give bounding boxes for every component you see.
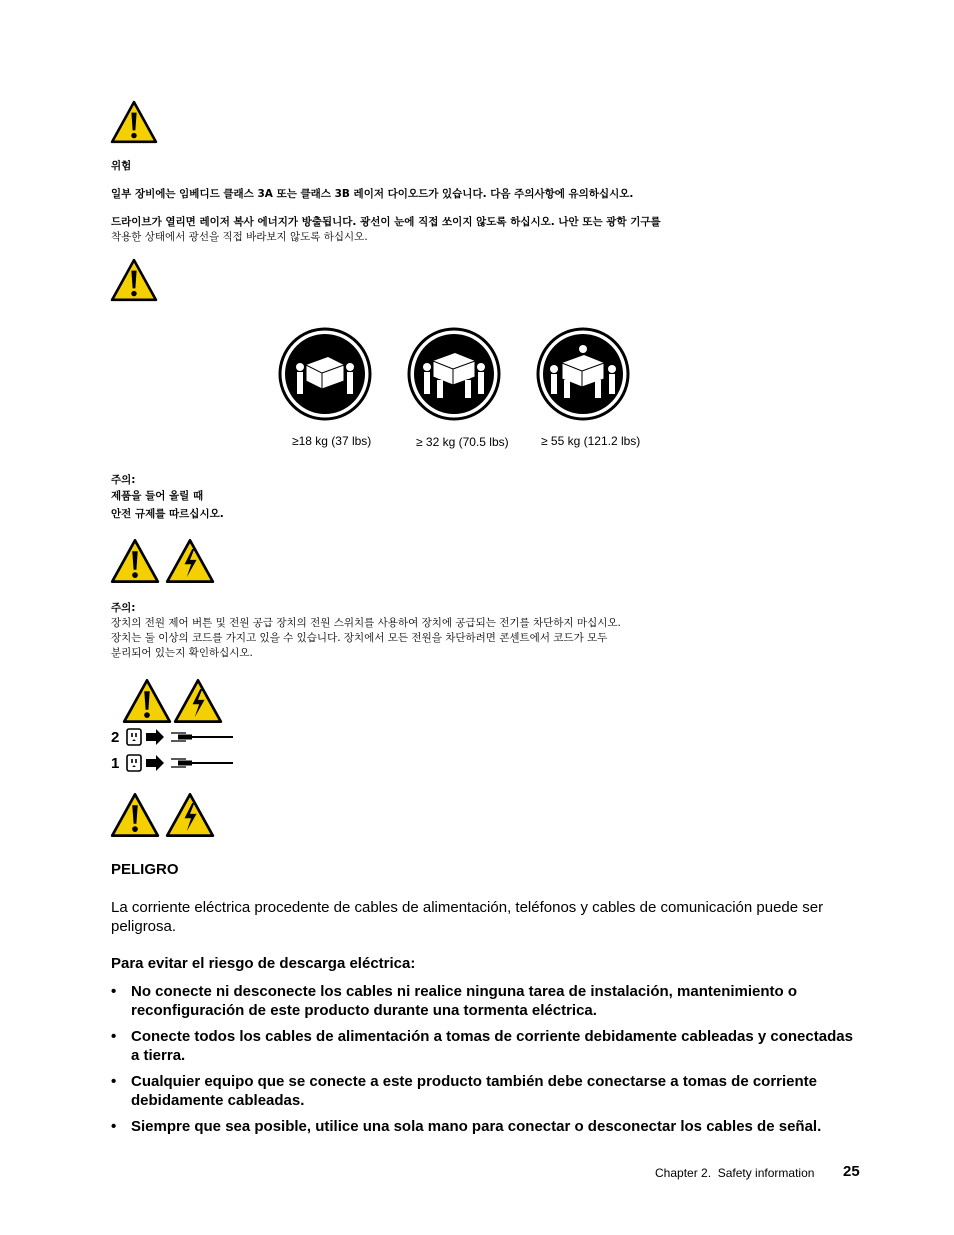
- caution-triangle-icon: [110, 538, 160, 584]
- electrical-hazard-icon: [173, 678, 223, 724]
- three-person-lift-icon: [536, 327, 630, 421]
- lift-caution-line: 안전 규제를 따르십시오.: [111, 508, 224, 520]
- laser-warning-line: 드라이브가 열리면 레이저 복사 에너지가 방출됩니다. 광선이 눈에 직접 쏘이지 않도록 하십시오. 나안 또는 광학 기구를: [111, 216, 661, 228]
- power-cord-icon: [126, 728, 236, 747]
- power-caution-line: 분리되어 있는지 확인하십시오.: [111, 647, 253, 659]
- peligro-intro: La corriente eléctrica procedente de cables de alimentación, teléfonos y cables de comunicación puede ser peligrosa.: [111, 899, 824, 935]
- peligro-bullet-list: [111, 982, 856, 1143]
- lift-caution-line: 제품을 들어 올릴 때: [111, 490, 204, 502]
- power-caution-heading: 주의:: [111, 602, 136, 614]
- weight-label: ≥ 32 kg (70.5 lbs): [416, 435, 509, 449]
- list-item: • No conecte ni desconecte los cables ni realice ninguna tarea de instalación, mantenimiento o reconfiguración de este producto durante una tormenta eléctrica.: [111, 982, 856, 1020]
- cord-label: 2: [111, 729, 120, 746]
- caution-triangle-icon: [110, 100, 158, 144]
- caution-triangle-icon: [122, 678, 172, 724]
- electrical-hazard-icon: [165, 538, 215, 584]
- cord-label: 1: [111, 755, 120, 772]
- power-caution-line: 장치는 둘 이상의 코드를 가지고 있을 수 있습니다. 장치에서 모든 전원을 차단하려면 콘센트에서 코드가 모두: [111, 632, 608, 644]
- laser-danger-heading: 위험: [111, 160, 132, 172]
- peligro-subheading: Para evitar el riesgo de descarga eléctrica:: [111, 955, 416, 972]
- list-item: • Conecte todos los cables de alimentación a tomas de corriente debidamente cableadas y conectadas a tierra.: [111, 1027, 856, 1065]
- weight-label: ≥ 55 kg (121.2 lbs): [541, 434, 641, 448]
- caution-triangle-icon: [110, 792, 160, 838]
- footer-chapter: Chapter 2. Safety information: [655, 1166, 815, 1180]
- two-person-lift-icon: [407, 327, 501, 421]
- lift-caution-heading: 주의:: [111, 474, 136, 486]
- electrical-hazard-icon: [165, 792, 215, 838]
- list-item: • Cualquier equipo que se conecte a este producto también debe conectarse a tomas de corriente debidamente cableadas.: [111, 1072, 856, 1110]
- caution-triangle-icon: [110, 258, 158, 302]
- power-caution-line: 장치의 전원 제어 버튼 및 전원 공급 장치의 전원 스위치를 사용하여 장치에 공급되는 전기를 차단하지 마십시오.: [111, 617, 621, 629]
- one-person-lift-icon: [278, 327, 372, 421]
- list-item: • Siempre que sea posible, utilice una sola mano para conectar o desconectar los cables de señal.: [111, 1117, 856, 1136]
- laser-warning-line: 착용한 상태에서 광선을 직접 바라보지 않도록 하십시오.: [111, 231, 368, 243]
- power-cord-icon: [126, 754, 236, 773]
- page-number: 25: [843, 1163, 860, 1180]
- weight-label: ≥18 kg (37 lbs): [292, 434, 372, 448]
- laser-warning-line: 일부 장비에는 임베디드 클래스 3A 또는 클래스 3B 레이저 다이오드가 있습니다. 다음 주의사항에 유의하십시오.: [111, 188, 634, 200]
- peligro-heading: PELIGRO: [111, 861, 179, 878]
